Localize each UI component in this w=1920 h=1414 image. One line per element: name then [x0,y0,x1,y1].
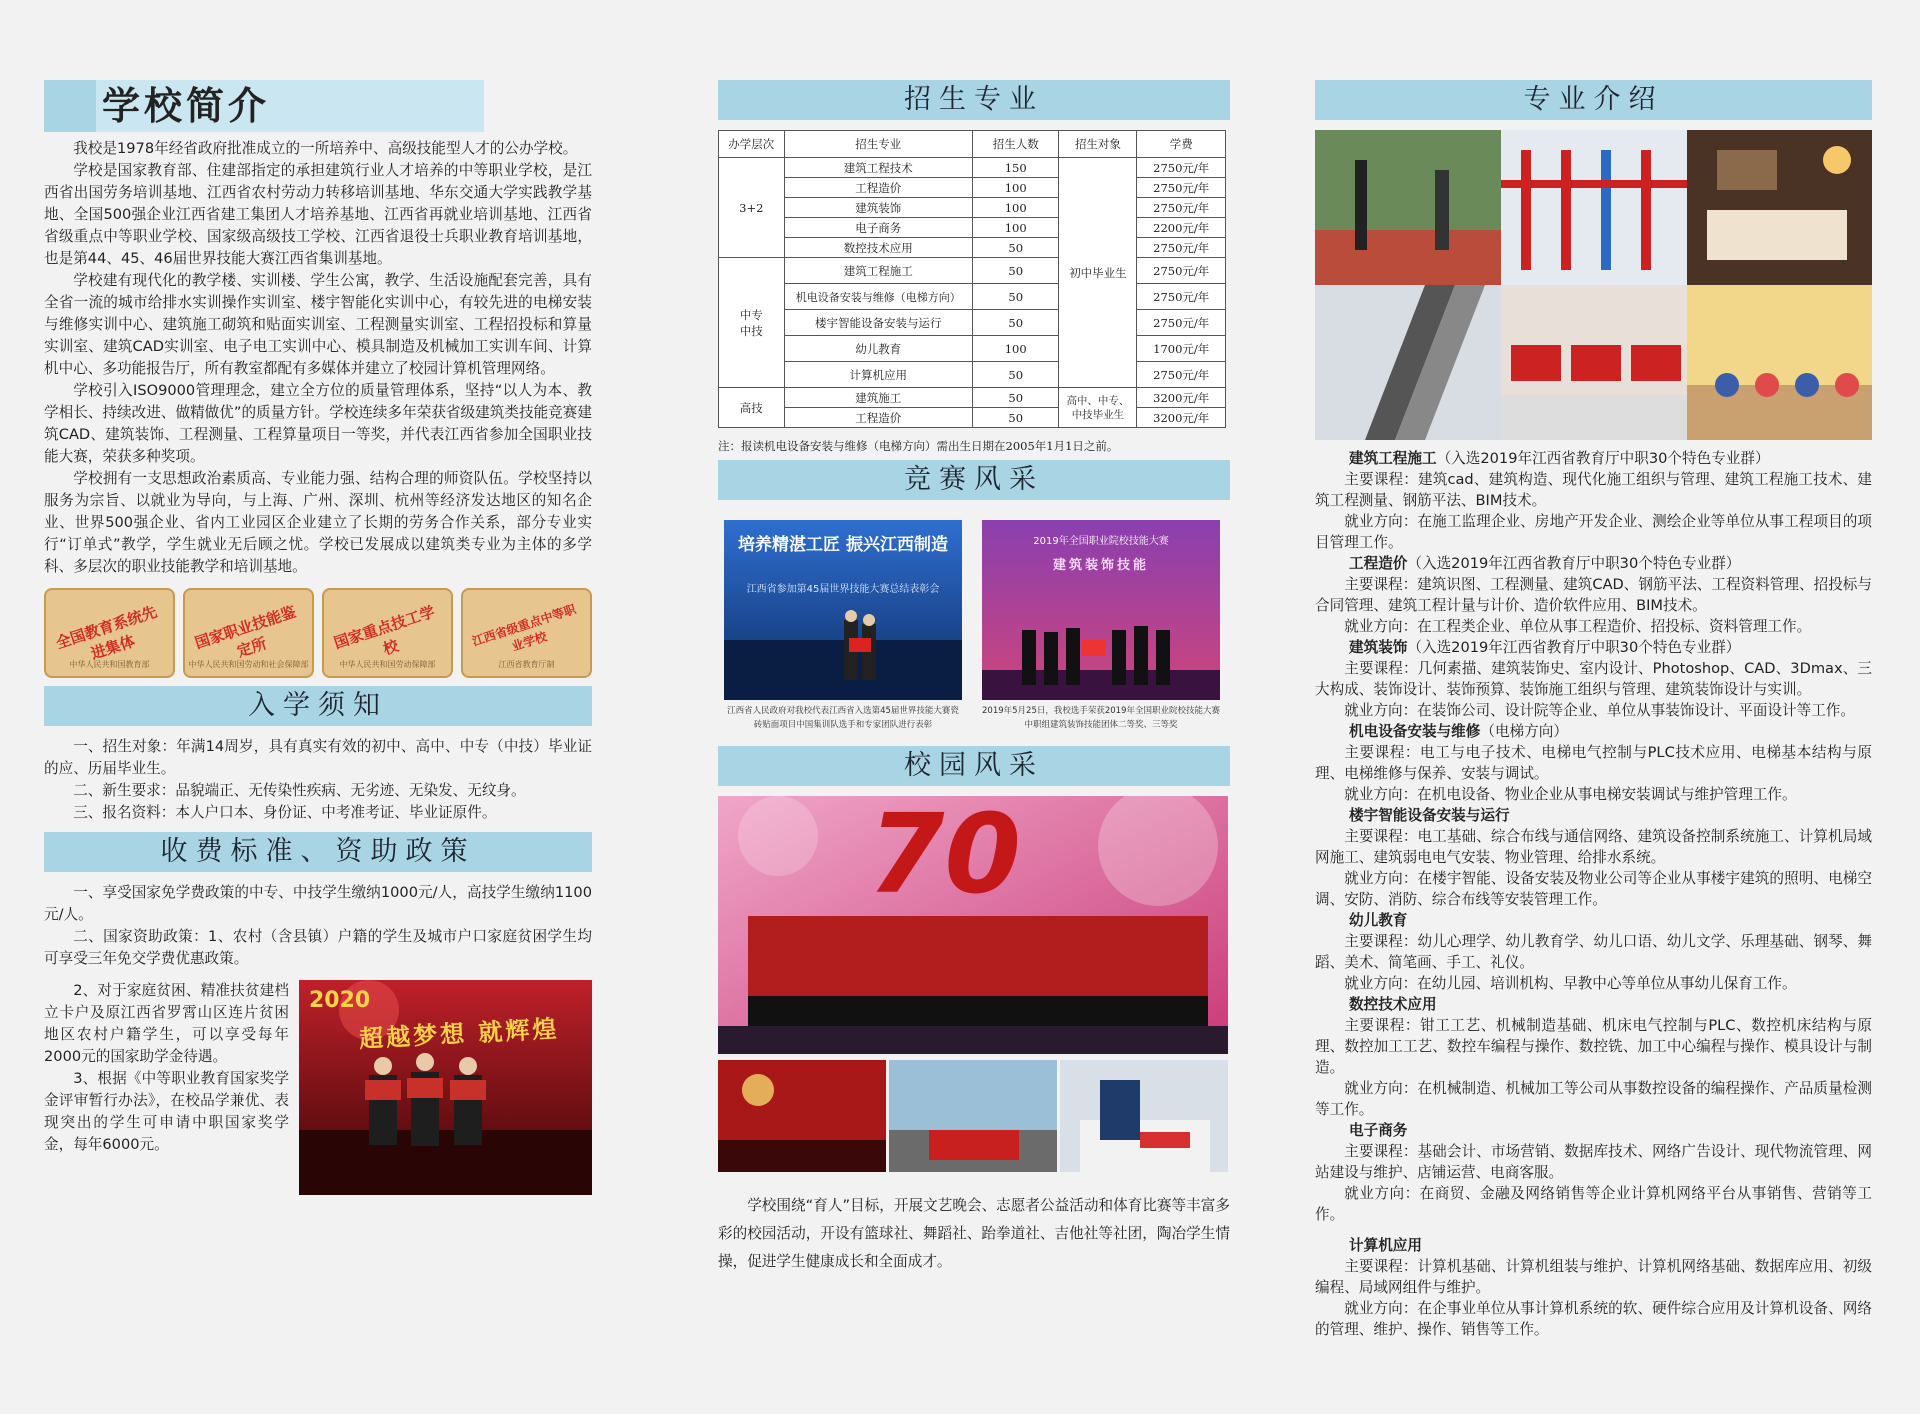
admission-paragraph: 二、新生要求：品貌端正、无传染性疾病、无劣迹、无染发、无纹身。 [73,782,526,799]
major-name: 楼宇智能设备安装与运行 [1349,807,1510,824]
table-row [719,388,1226,408]
fees-paragraph: 2、对于家庭贫困、精准扶贫建档立卡户及原江西省罗霄山区连片贫困地区农村户籍学生，可以享受每年2000元的国家助学金待遇。 [44,982,289,1065]
major-photo-computer-lab-art [1501,285,1687,440]
major-item [1315,553,1872,637]
major-cell: 工程造价 [784,178,972,198]
badge-title: 国家重点技工学校 [331,602,438,659]
campus-photo-craft [1060,1060,1228,1172]
campus-paragraph: 学校围绕“育人”目标，开展文艺晚会、志愿者公益活动和体育比赛等丰富多彩的校园活动，开设有篮球社、舞蹈社、跆拳道社、吉他社等社团，陶冶学生情操，促进学生健康成长和全面成才。 [718,1197,1230,1270]
major-photo-kindergarten-art [1687,285,1872,440]
major-item [1315,448,1872,553]
intro-paragraph: 学校拥有一支思想政治素质高、专业能力强、结构合理的师资队伍。学校坚持以服务为宗旨、以就业为导向，与上海、广州、深圳、杭州等经济发达地区的知名企业、世界500强企业、省内工业园区企业建立了长期的劳务合作关系，部分专业实行“订单式”教学，学生就业无后顾之忧。学校已发展成以建筑类专业为主体的多学科、多层次的职业技能教学和培训基地。 [44,470,592,575]
badge-title: 全国教育系统先进集体 [53,602,160,663]
badge-issuer: 中华人民共和国劳动保障部 [339,660,436,669]
major-photo-plumbing-art [1501,130,1687,285]
campus-photo-stage [718,1060,886,1172]
major-courses: 主要课程：建筑cad、建筑构造、现代化施工组织与管理、建筑工程施工技术、建筑工程测量、钢筋平法、BIM技术。 [1315,471,1872,509]
major-name: 建筑工程施工 [1349,450,1437,467]
fee-cell: 3200元/年 [1137,388,1226,408]
major-courses: 主要课程：几何素描、建筑装饰史、室内设计、Photoshop、CAD、3Dmax、三大构成、装饰设计、装饰预算、装饰施工组织与管理、建筑装饰设计与实训。 [1315,660,1872,698]
major-career: 就业方向：在工程类企业、单位从事工程造价、招投标、资料管理工作。 [1344,618,1812,635]
major-courses: 主要课程：幼儿心理学、幼儿教育学、幼儿口语、幼儿文学、乐理基础、钢琴、舞蹈、美术、简笔画、手工、礼仪。 [1315,933,1872,971]
target-cell: 高中、中专、中技毕业生 [1059,388,1137,428]
major-name: 计算机应用 [1349,1237,1422,1254]
fee-cell: 2200元/年 [1137,218,1226,238]
column-intro [44,0,592,1195]
fee-cell: 2750元/年 [1137,238,1226,258]
admission-paragraph: 一、招生对象：年满14周岁，具有真实有效的初中、高中、中专（中技）毕业证的应、历届毕业生。 [44,738,592,777]
table-header: 招生对象 [1059,131,1137,158]
fee-cell: 2750元/年 [1137,310,1226,336]
intro-title: 学校简介 [102,83,271,128]
fees-paragraph: 二、国家资助政策：1、农村（含县镇）户籍的学生及城市户口家庭贫困学生均可享受三年免交学费优惠政策。 [44,928,592,967]
competition-photos [718,520,1230,732]
enrollment-title: 招生专业 [718,80,1230,120]
major-cell: 建筑工程施工 [784,258,972,284]
intro-paragraph: 我校是1978年经省政府批准成立的一所培养中、高级技能型人才的公办学校。 [73,140,578,157]
stage-year: 2020 [309,988,371,1013]
fee-cell: 2750元/年 [1137,198,1226,218]
major-item [1315,805,1872,910]
major-courses: 主要课程：电工基础、综合布线与通信网络、建筑设备控制系统施工、计算机局域网施工、建筑弱电电气安装、物业管理、给排水系统。 [1315,828,1872,866]
fees-paragraph: 一、享受国家免学费政策的中专、中技学生缴纳1000元/人，高技学生缴纳1100元/人。 [44,884,592,923]
competition-photo-2 [982,520,1220,700]
major-heading [1315,721,1872,742]
major-note: （入选2019年江西省教育厅中职30个特色专业群） [1436,450,1770,467]
count-cell: 100 [973,178,1059,198]
fee-cell: 2750元/年 [1137,258,1226,284]
major-photo-interior-art [1687,130,1872,285]
competition-photo-art [982,520,1220,700]
intro-paragraph: 学校是国家教育部、住建部指定的承担建筑行业人才培养的中等职业学校，是江西省出国劳务培训基地、江西省农村劳动力转移培训基地、华东交通大学实践教学基地、全国500强企业江西省建工集团人才培养基地、江西省再就业培训基地、江西省省级重点中等职业学校、国家级高级技工学校、江西省退役士兵职业教育培训基地，也是第44、45、46届世界技能大赛江西省集训基地。 [44,162,592,267]
level-cell: 3+2 [719,158,785,258]
intro-paragraph: 学校引入ISO9000管理理念，建立全方位的质量管理体系，坚持“以人为本、教学相长、持续改进、做精做优”的质量方针。学校连续多年荣获省级建筑类技能竞赛建筑CAD、建筑装饰、工程测量、工程算量项目一等奖，并代表江西省参加全国职业技能大赛，荣获多种奖项。 [44,382,592,465]
major-heading [1315,1235,1872,1256]
fee-cell: 2750元/年 [1137,178,1226,198]
fees-text [44,882,592,970]
major-name: 电子商务 [1349,1122,1408,1139]
badge-title: 江西省级重点中等职业学校 [470,602,578,654]
campus-photo-group [889,1060,1057,1172]
count-cell: 50 [973,388,1059,408]
major-photo-escalator [1315,285,1501,440]
competition-caption-2: 2019年5月25日，我校选手荣获2019年全国职业院校技能大赛中职组建筑装饰技能团体二等奖、三等奖 [982,706,1220,730]
campus-main-photo [718,796,1228,1054]
admission-title: 入学须知 [44,686,592,726]
major-item [1315,1235,1872,1340]
photo2-text: 2019年全国职业院校技能大赛 [1033,536,1169,547]
intro-text [44,138,592,578]
badge-issuer: 中华人民共和国劳动和社会保障部 [188,660,309,669]
column-enrollment [718,0,1230,1276]
badge-title: 国家职业技能鉴定所 [192,602,299,661]
campus-photo-stage-art [718,1060,886,1172]
major-courses: 主要课程：钳工工艺、机械制造基础、机床电气控制与PLC、数控机床结构与原理、数控加工工艺、数控车编程与操作、数控铣、加工中心编程与操作、模具设计与制造。 [1315,1017,1872,1076]
major-name: 数控技术应用 [1349,996,1437,1013]
admission-paragraph: 三、报名资料：本人户口本、身份证、中考准考证、毕业证原件。 [73,804,497,821]
major-item [1315,910,1872,994]
majors-title: 专业介绍 [1315,80,1872,120]
major-career: 就业方向：在装饰公司、设计院等企业、单位从事装饰设计、平面设计等工作。 [1344,702,1855,719]
admission-text [44,736,592,824]
major-name: 幼儿教育 [1349,912,1408,929]
fee-cell: 1700元/年 [1137,336,1226,362]
level-cell: 中专 中技 [719,258,785,388]
major-cell: 机电设备安装与维修（电梯方向） [784,284,972,310]
table-header: 招生人数 [973,131,1059,158]
table-row [719,310,1226,336]
honor-badge [44,588,175,678]
honor-badges [44,588,592,678]
major-item [1315,1120,1872,1225]
major-career: 就业方向：在施工监理企业、房地产开发企业、测绘企业等单位从事工程项目的项目管理工作。 [1315,513,1872,551]
major-career: 就业方向：在机械制造、机械加工等公司从事数控设备的编程操作、产品质量检测等工作。 [1315,1080,1872,1118]
major-heading [1315,805,1872,826]
major-photo-escalator-art [1315,285,1501,440]
badge-issuer: 江西省教育厅制 [498,660,555,669]
major-heading [1315,1120,1872,1141]
majors-list [1315,448,1872,1340]
count-cell: 100 [973,218,1059,238]
major-photo-survey-art [1315,130,1501,285]
table-header: 办学层次 [719,131,785,158]
table-row [719,218,1226,238]
major-courses: 主要课程：计算机基础、计算机组装与维护、计算机网络基础、数据库应用、初级编程、局域网组件与维护。 [1315,1258,1872,1296]
major-item [1315,721,1872,805]
major-career: 就业方向：在楼宇智能、设备安装及物业公司等企业从事楼宇建筑的照明、电梯空调、安防、消防、综合布线等安装管理工作。 [1315,870,1872,908]
intro-paragraph: 学校建有现代化的教学楼、实训楼、学生公寓，教学、生活设施配套完善，具有全省一流的城市给排水实训操作实训室、楼宇智能化实训中心，有较先进的电梯安装与维修实训中心、建筑施工砌筑和贴面实训室、工程测量实训室、工程招投标和算量实训室、建筑CAD实训室、电子电工实训中心、模具制造及机械加工实训车间、计算机中心、多功能报告厅，所有教室都配有多媒体并建立了校园计算机管理网络。 [44,272,592,377]
major-career: 就业方向：在商贸、金融及网络销售等企业计算机网络平台从事销售、营销等工作。 [1315,1185,1872,1223]
major-photo-kindergarten [1687,285,1872,440]
enrollment-table [718,130,1226,428]
count-cell: 100 [973,336,1059,362]
table-row [719,178,1226,198]
majors-photo-grid [1315,130,1872,440]
count-cell: 50 [973,408,1059,428]
campus-big-number: 70 [868,796,1022,918]
fee-cell: 2750元/年 [1137,158,1226,178]
table-header: 学费 [1137,131,1226,158]
level-cell: 高技 [719,388,785,428]
honor-badge [183,588,314,678]
table-row [719,238,1226,258]
major-item [1315,994,1872,1120]
major-item [1315,637,1872,721]
intro-title-tab [44,80,96,132]
major-name: 工程造价 [1349,555,1408,572]
fees-title: 收费标准、资助政策 [44,832,592,872]
major-cell: 建筑施工 [784,388,972,408]
fee-cell: 3200元/年 [1137,408,1226,428]
major-cell: 建筑装饰 [784,198,972,218]
major-heading [1315,994,1872,1015]
stage-banner-text: 超越梦想 就辉煌 [358,1014,561,1054]
count-cell: 100 [973,198,1059,218]
table-row [719,408,1226,428]
table-row [719,258,1226,284]
badge-issuer: 中华人民共和国教育部 [69,660,150,669]
target-cell: 初中毕业生 [1059,158,1137,388]
major-cell: 数控技术应用 [784,238,972,258]
campus-title: 校园风采 [718,746,1230,786]
competition-item [724,520,962,732]
enrollment-table-wrap [718,130,1230,428]
major-photo-plumbing [1501,130,1687,285]
major-heading [1315,448,1872,469]
major-photo-survey [1315,130,1501,285]
honor-badge [322,588,453,678]
fees-side-block [44,980,592,1195]
major-cell: 工程造价 [784,408,972,428]
fees-paragraph: 3、根据《中等职业教育国家奖学金评审暂行办法》，在校品学兼优、表现突出的学生可申请中职国家奖学金，每年6000元。 [44,1070,289,1153]
major-cell: 电子商务 [784,218,972,238]
count-cell: 50 [973,258,1059,284]
count-cell: 50 [973,238,1059,258]
major-cell: 建筑工程技术 [784,158,972,178]
count-cell: 150 [973,158,1059,178]
table-row [719,198,1226,218]
major-photo-computer-lab [1501,285,1687,440]
major-cell: 幼儿教育 [784,336,972,362]
major-career: 就业方向：在幼儿园、培训机构、早教中心等单位从事幼儿保育工作。 [1344,975,1797,992]
count-cell: 50 [973,362,1059,388]
campus-photo-craft-art [1060,1060,1228,1172]
competition-item [982,520,1220,732]
fee-cell: 2750元/年 [1137,362,1226,388]
honor-badge [461,588,592,678]
major-name: 建筑装饰 [1349,639,1408,656]
major-courses: 主要课程：建筑识图、工程测量、建筑CAD、钢筋平法、工程资料管理、招投标与合同管理、建筑工程计量与计价、造价软件应用、BIM技术。 [1315,576,1872,614]
major-heading [1315,553,1872,574]
table-header-row [719,131,1226,158]
campus-photo-group-art [889,1060,1057,1172]
photo1-sub: 江西省参加第45届世界技能大赛总结表彰会 [746,584,940,595]
major-courses: 主要课程：电工与电子技术、电梯电气控制与PLC技术应用、电梯基本结构与原理、电梯维修与保养、安装与调试。 [1315,744,1872,782]
count-cell: 50 [973,310,1059,336]
photo2-sub: 建筑装饰技能 [1052,558,1149,573]
major-photo-interior [1687,130,1872,285]
fee-cell: 2750元/年 [1137,284,1226,310]
major-heading [1315,637,1872,658]
enrollment-note: 注：报读机电设备安装与维修（电梯方向）需出生日期在2005年1月1日之前。 [718,439,1119,453]
award-stage-photo [299,980,592,1195]
table-row [719,336,1226,362]
major-cell: 楼宇智能设备安装与运行 [784,310,972,336]
campus-small-photos [718,1060,1230,1172]
major-career: 就业方向：在机电设备、物业企业从事电梯安装调试与维护管理工作。 [1344,786,1797,803]
major-note: （电梯方向） [1480,723,1568,740]
competition-photo-1 [724,520,962,700]
major-courses: 主要课程：基础会计、市场营销、数据库技术、网络广告设计、现代物流管理、网站建设与维护、店铺运营、电商客服。 [1315,1143,1872,1181]
major-heading [1315,910,1872,931]
competition-title: 竞赛风采 [718,460,1230,500]
table-header: 招生专业 [784,131,972,158]
column-majors [1315,0,1872,1340]
major-career: 就业方向：在企事业单位从事计算机系统的软、硬件综合应用及计算机设备、网络的管理、维护、操作、销售等工作。 [1315,1300,1872,1338]
table-row [719,362,1226,388]
competition-caption-1: 江西省人民政府对我校代表江西省入选第45届世界技能大赛瓷砖贴面项目中国集训队选手和专家团队进行表彰 [727,706,959,730]
major-note: （入选2019年江西省教育厅中职30个特色专业群） [1407,555,1741,572]
count-cell: 50 [973,284,1059,310]
major-note: （入选2019年江西省教育厅中职30个特色专业群） [1407,639,1741,656]
major-name: 机电设备安装与维修 [1349,723,1481,740]
intro-title-block [44,80,592,132]
major-cell: 计算机应用 [784,362,972,388]
table-row [719,284,1226,310]
fees-side-text [44,980,289,1195]
photo1-text: 培养精湛工匠 振兴江西制造 [738,535,948,555]
table-row [719,158,1226,178]
